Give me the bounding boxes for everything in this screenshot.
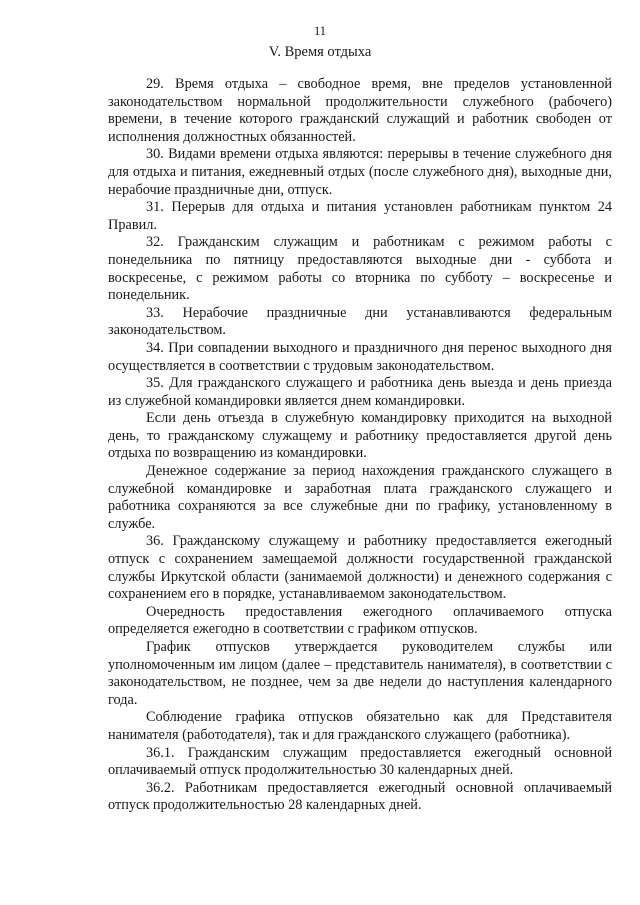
paragraph-36-1: 36.1. Гражданским служащим предоставляется ежегодный основной оплачиваемый отпуск продолжительностью 30 календарных дней.: [108, 744, 612, 779]
paragraph-35-departure: Если день отъезда в служебную командировку приходится на выходной день, то гражданскому служащему и работнику предоставляется другой день отдыха по возвращению из командировки.: [108, 410, 612, 462]
paragraph-33: 33. Нерабочие праздничные дни устанавливаются федеральным законодательством.: [108, 304, 612, 339]
paragraph-36-order: Очередность предоставления ежегодного оплачиваемого отпуска определяется ежегодно в соответствии с графиком отпусков.: [108, 603, 612, 638]
paragraph-36-schedule: График отпусков утверждается руководителем службы или уполномоченным им лицом (далее – представитель нанимателя), в соответствии с законодательством, не позднее, чем за две недели до наступления календарного года.: [108, 639, 612, 708]
paragraph-36-2: 36.2. Работникам предоставляется ежегодный основной оплачиваемый отпуск продолжительностью 28 календарных дней.: [108, 779, 612, 814]
page-number: 11: [313, 24, 327, 38]
paragraph-35-salary: Денежное содержание за период нахождения гражданского служащего в служебной командировке и заработная плата гражданского служащего и работника сохраняются за все служебные дни по графику, установленному в службе.: [108, 463, 612, 532]
paragraph-36-compliance: Соблюдение графика отпусков обязательно как для Представителя нанимателя (работодателя), так и для гражданского служащего (работника).: [108, 709, 612, 743]
paragraph-34: 34. При совпадении выходного и праздничного дня перенос выходного дня осуществляется в соответствии с трудовым законодательством.: [108, 339, 612, 374]
document-body: [108, 76, 612, 815]
section-title: V. Время отдыха: [268, 44, 372, 60]
paragraph-31: 31. Перерыв для отдыха и питания установлен работникам пунктом 24 Правил.: [108, 199, 612, 233]
paragraph-36: 36. Гражданскому служащему и работнику предоставляется ежегодный отпуск с сохранением замещаемой должности государственной гражданской службы Иркутской области (занимаемой должности) и денежного содержания с сохранением его в порядке, устанавливаемом законодательством.: [108, 533, 612, 603]
paragraph-32: 32. Гражданским служащим и работникам с режимом работы с понедельника по пятницу предоставляются выходные дни - суббота и воскресенье, с режимом работы со вторника по субботу – воскресенье и понедельник.: [108, 234, 612, 304]
paragraph-30: 30. Видами времени отдыха являются: перерывы в течение служебного дня для отдыха и питания, ежедневный отдых (после служебного дня), выходные дни, нерабочие праздничные дни, отпуск.: [108, 146, 612, 198]
paragraph-35: 35. Для гражданского служащего и работника день выезда и день приезда из служебной командировки является днем командировки.: [108, 375, 612, 409]
paragraph-29: 29. Время отдыха – свободное время, вне пределов установленной законодательством нормальной продолжительности служебного (рабочего) времени, в течение которого гражданский служащий и работник свободен от исполнения должностных обязанностей.: [108, 76, 612, 145]
